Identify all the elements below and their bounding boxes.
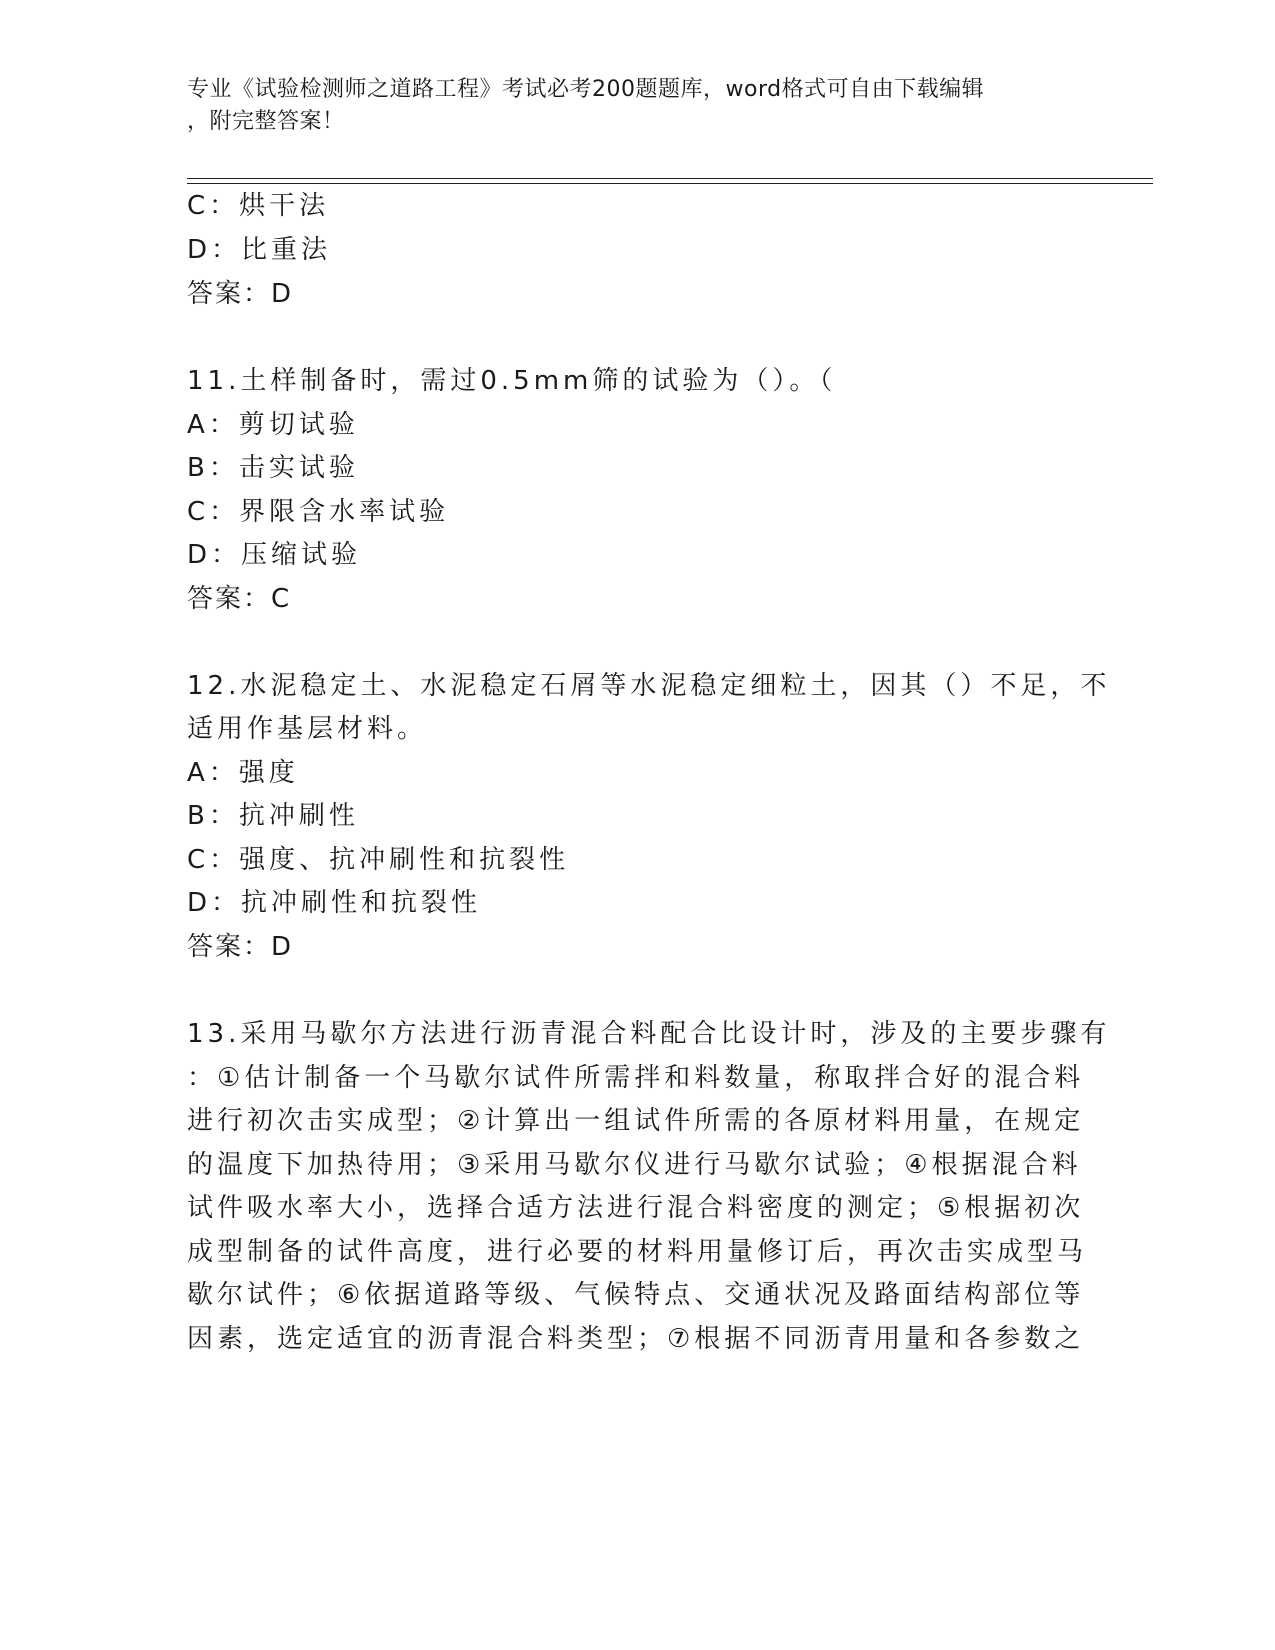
question-13-line-1: 13.采用马歇尔方法进行沥青混合料配合比设计时，涉及的主要步骤有 (187, 1019, 1111, 1049)
option-d: D：比重法 (187, 235, 332, 265)
option-a: A：剪切试验 (187, 410, 359, 440)
question-11: 11.土样制备时，需过0.5mm筛的试验为（）。（ (187, 366, 837, 396)
answer: 答案：D (187, 932, 294, 962)
option-b: B：击实试验 (187, 453, 359, 483)
header-line-1: 专业《试验检测师之道路工程》考试必考200题题库，word格式可自由下载编辑 (187, 77, 985, 102)
question-13-line-2: ：①估计制备一个马歇尔试件所需拌和料数量，称取拌合好的混合料 (187, 1063, 1085, 1093)
option-b: B：抗冲刷性 (187, 801, 359, 831)
header-line-2: ，附完整答案！ (187, 109, 345, 134)
option-c: C：烘干法 (187, 191, 330, 221)
question-13-line-3: 进行初次击实成型；②计算出一组试件所需的各原材料用量，在规定 (187, 1106, 1085, 1136)
option-a: A：强度 (187, 758, 299, 788)
option-c: C：强度、抗冲刷性和抗裂性 (187, 845, 570, 875)
page-header (187, 74, 1067, 138)
question-12-line-2: 适用作基层材料。 (187, 714, 428, 744)
question-13-line-4: 的温度下加热待用；③采用马歇尔仪进行马歇尔试验；④根据混合料 (187, 1150, 1082, 1180)
question-13-line-6: 成型制备的试件高度，进行必要的材料用量修订后，再次击实成型马 (187, 1237, 1088, 1267)
header-divider-top (187, 178, 1153, 179)
question-13-line-7: 歇尔试件；⑥依据道路等级、气候特点、交通状况及路面结构部位等 (187, 1280, 1085, 1310)
question-12-line-1: 12.水泥稳定土、水泥稳定石屑等水泥稳定细粒土，因其（）不足，不 (187, 671, 1111, 701)
question-13-line-5: 试件吸水率大小，选择合适方法进行混合料密度的测定；⑤根据初次 (187, 1193, 1085, 1223)
option-c: C：界限含水率试验 (187, 497, 450, 527)
option-d: D：压缩试验 (187, 540, 362, 570)
answer: 答案：D (187, 279, 294, 309)
option-d: D：抗冲刷性和抗裂性 (187, 888, 482, 918)
header-divider-bottom (187, 183, 1153, 184)
question-13-line-8: 因素，选定适宜的沥青混合料类型；⑦根据不同沥青用量和各参数之 (187, 1324, 1085, 1354)
answer: 答案：C (187, 584, 292, 614)
